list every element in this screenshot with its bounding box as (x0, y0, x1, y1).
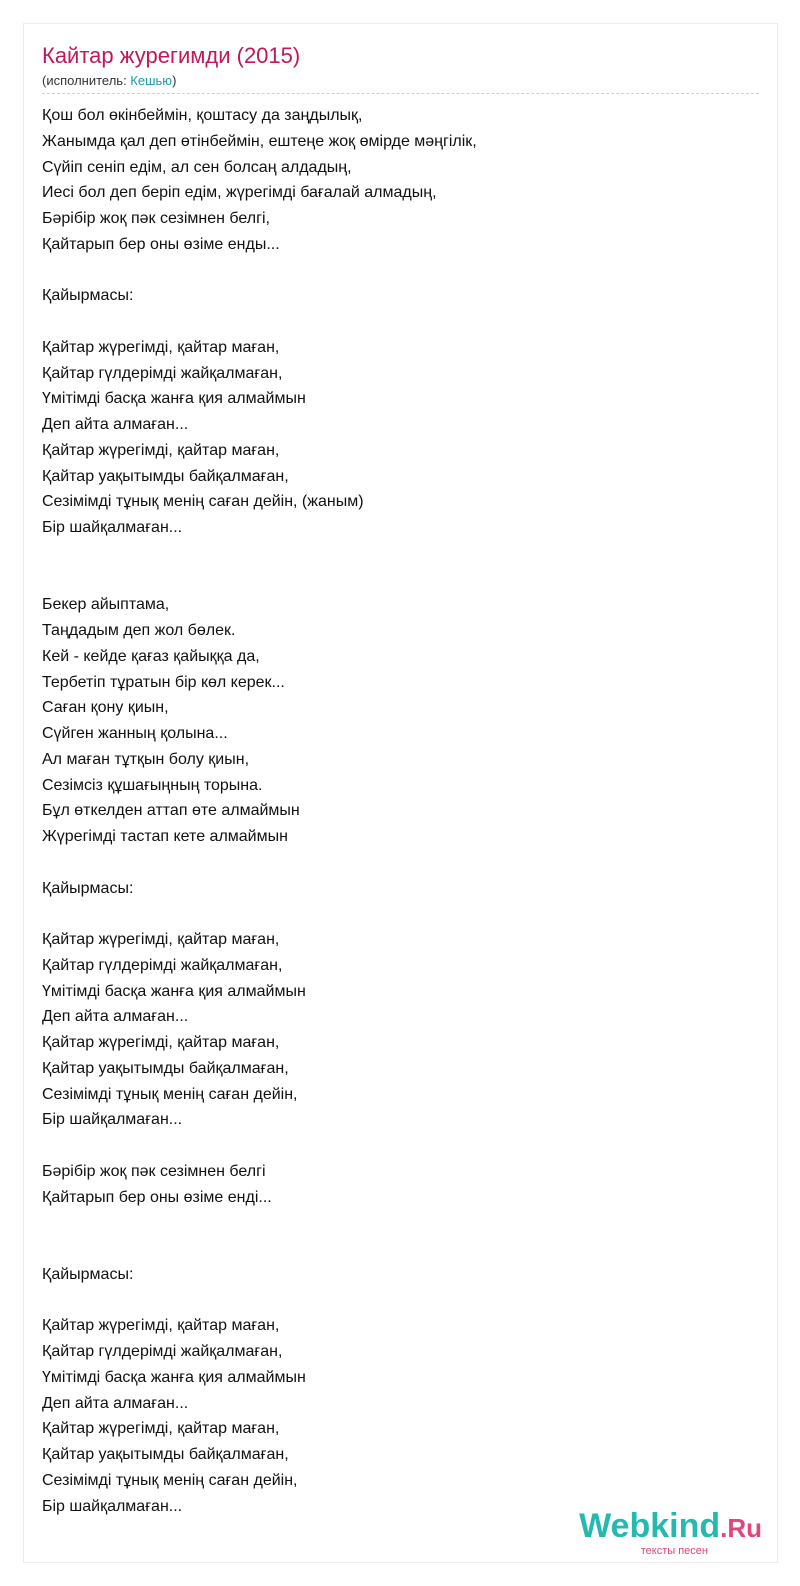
page-title: Кайтар журегимди (2015) (42, 43, 301, 68)
artist-link[interactable]: Кешью (130, 73, 173, 88)
lyrics-text: Қош бол өкінбеймін, қоштасу да заңдылық, Жанымда қал деп өтінбеймін, ештеңе жоқ өмірде мәңгілік, Сүйіп сеніп едім, ал сен болсаң алдадың, Иесі бол деп беріп едім, жүрегімді бағалай алмадың, Бәрібір жоқ пәк сезімнен белгі, Қайтарып бер оны өзіме енды... Қайырмасы: Қайтар жүрегімді, қайтар маған, Қайтар гүлдерімді жайқалмаған, Үмітімді басқа жанға қия алмаймын Деп айта алмаған... Қайтар жүрегімді, қайтар маған, Қайтар уақытымды байқалмаған, Сезімімді тұнық менің саған дейін, (жаным) Бір шайқалмаған... Бекер айыптама, Таңдадым деп жол бөлек. Кей - кейде қағаз қайыққа да, Тербетіп тұратын бір көл керек... Саған қону қиын, Сүйген жанның қолына... Ал маған тұтқын болу қиын, Сезімсіз құшағыңның торына. Бұл өткелден аттап өте алмаймын Жүрегімді тастап кете алмаймын Қайырмасы: Қайтар жүрегімді, қайтар маған, Қайтар гүлдерімді жайқалмаған, Үмітімді басқа жанға қия алмаймын Деп айта алмаған... Қайтар жүрегімді, қайтар маған, Қайтар уақытымды байқалмаған, Сезімімді тұнық менің саған дейін, Бір шайқалмаған... Бәрібір жоқ пәк сезімнен белгі Қайтарып бер оны өзіме енді... Қайырмасы: Қайтар жүрегімді, қайтар маған, Қайтар гүлдерімді жайқалмаған, Үмітімді басқа жанға қия алмаймын Деп айта алмаған... Қайтар жүрегімді, қайтар маған, Қайтар уақытымды байқалмаған, Сезімімді тұнық менің саған дейін, Бір шайқалмаған... (42, 107, 477, 1515)
watermark-brand: Webkind (579, 1507, 721, 1545)
webkind-watermark (572, 1506, 762, 1562)
artist-suffix: ) (172, 73, 177, 88)
watermark-tagline: тексты песен (640, 1545, 708, 1557)
header-divider (42, 93, 759, 94)
watermark-tld: .Ru (720, 1513, 762, 1543)
artist-line (42, 72, 176, 90)
watermark-logo (579, 1506, 762, 1548)
artist-prefix: (исполнитель: (42, 73, 131, 88)
